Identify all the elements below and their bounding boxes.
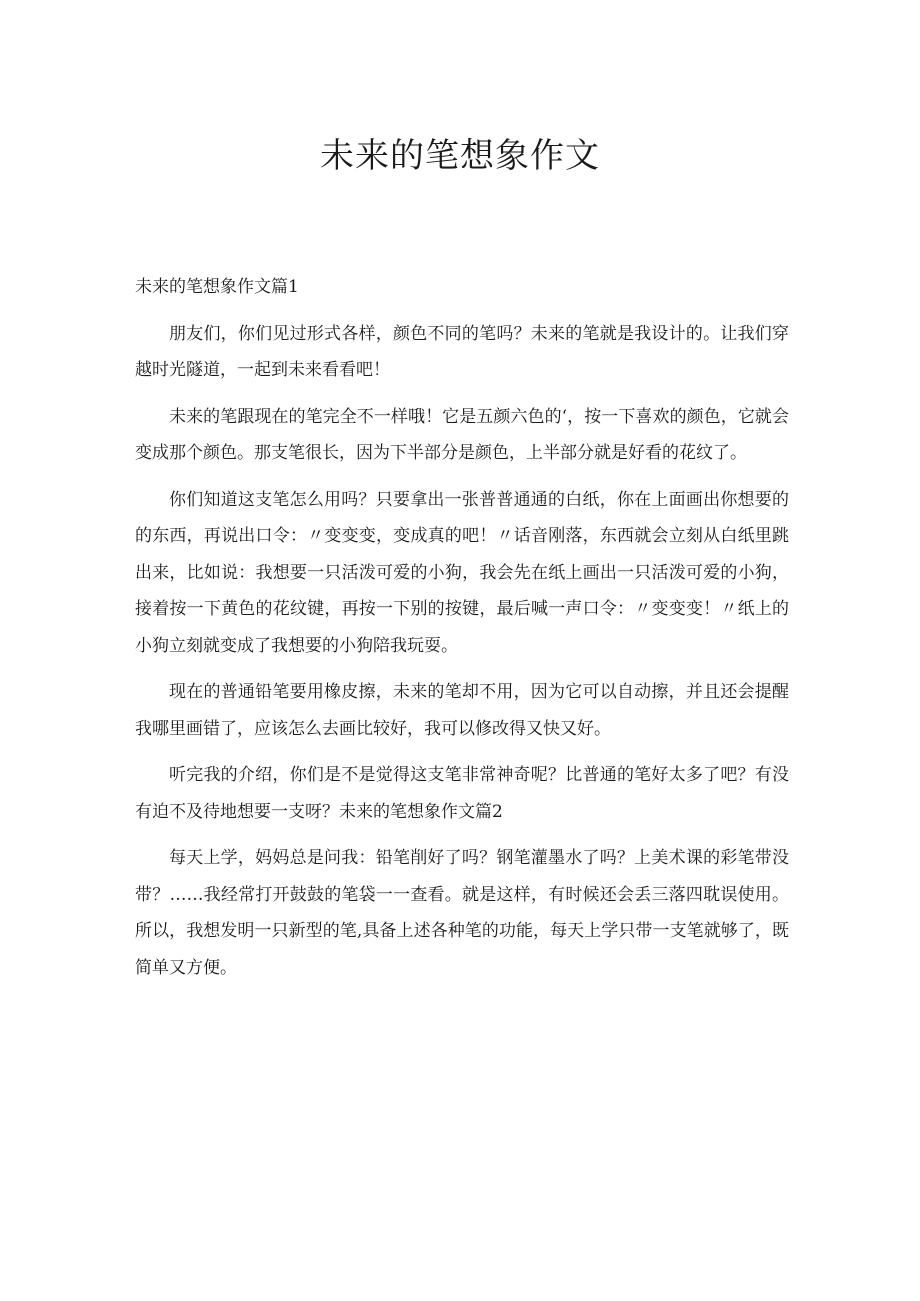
paragraph-1: 朋友们，你们见过形式各样，颜色不同的笔吗？未来的笔就是我设计的。让我们穿越时光隧道，一起到未来看看吧！ — [135, 323, 789, 380]
paragraph-5: 听完我的介绍，你们是不是觉得这支笔非常神奇呢？比普通的笔好太多了吧？有没有迫不及待地想要一支呀？未来的笔想象作文篇2 — [135, 765, 789, 822]
paragraph-6: 每天上学，妈妈总是问我：铅笔削好了吗？钢笔灌墨水了吗？上美术课的彩笔带没带？……我经常打开鼓鼓的笔袋一一查看。就是这样，有时候还会丢三落四耽误使用。所以，我想发明一只新型的笔,具备上述各种笔的功能，每天上学只带一支笔就够了，既简单又方便。 — [135, 848, 789, 978]
document-title: 未来的笔想象作文 — [320, 136, 600, 176]
section-heading: 未来的笔想象作文篇1 — [135, 277, 299, 297]
paragraph-3: 你们知道这支笔怎么用吗？只要拿出一张普普通通的白纸，你在上面画出你想要的的东西，再说出口令：〃变变变，变成真的吧！〃话音刚落，东西就会立刻从白纸里跳出来，比如说：我想要一只活泼可爱的小狗，我会先在纸上画出一只活泼可爱的小狗，接着按一下黄色的花纹键，再按一下别的按键，最后喊一声口令：〃变变变！〃纸上的小狗立刻就变成了我想要的小狗陪我玩耍。 — [135, 489, 789, 656]
paragraph-4: 现在的普通铅笔要用橡皮擦，未来的笔却不用，因为它可以自动擦，并且还会提醒我哪里画错了，应该怎么去画比较好，我可以修改得又快又好。 — [135, 682, 789, 739]
document-body — [135, 269, 789, 996]
paragraph-2: 未来的笔跟现在的笔完全不一样哦！它是五颜六色的‘，按一下喜欢的颜色，它就会变成那个颜色。那支笔很长，因为下半部分是颜色，上半部分就是好看的花纹了。 — [135, 406, 789, 463]
